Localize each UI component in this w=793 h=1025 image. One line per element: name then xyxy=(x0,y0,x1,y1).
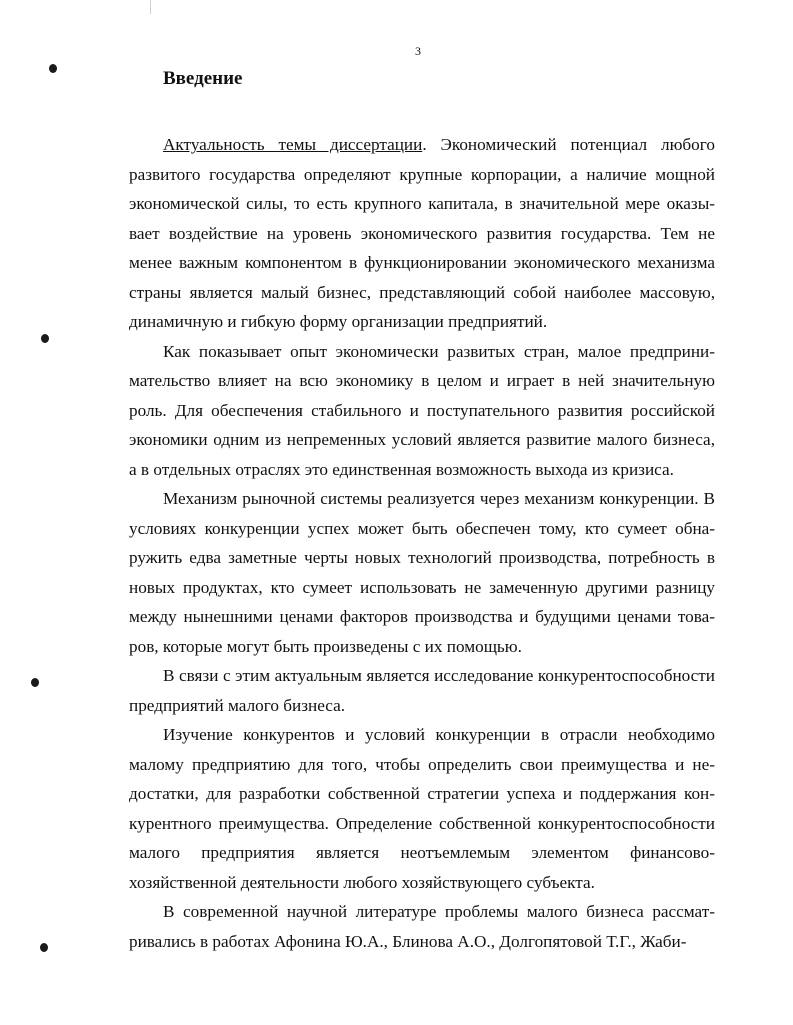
paragraph-text: . Экономический потенциал любого развитого государства определяют крупные корпорации, а наличие мощной экономической силы, то есть крупного капитала, в значительной мере оказывает воздействие на уровень экономического развития государства. Тем не менее важным компонентом в функционировании экономического механизма страны является малый бизнес, представляющий собой наиболее массовую, динамичную и гибкую форму организации предприятий. xyxy=(129,135,715,331)
paragraph: В современной научной литературе проблемы малого бизнеса рассматривались в работах Афонина Ю.А., Блинова А.О., Долгопятовой Т.Г., Жаби- xyxy=(129,902,715,951)
page-number: 3 xyxy=(415,44,421,58)
punch-hole-mark xyxy=(40,943,48,952)
scan-edge-mark xyxy=(150,0,151,14)
paragraph: Изучение конкурентов и условий конкуренции в отрасли необходимо малому предприятию для того, чтобы определить свои преимущества и недостатки, для разработки собственной стратегии успеха и поддержания конкурентного преимущества. Определение собственной конкурентоспособности малого предприятия является неотъемлемым элементом финансово-хозяйственной деятельности любого хозяйствующего субъекта. xyxy=(129,725,715,892)
paragraph: Механизм рыночной системы реализуется через механизм конкуренции. В условиях конкуренции успех может быть обеспечен тому, кто сумеет обнаружить едва заметные черты новых технологий производства, потребность в новых продуктах, кто сумеет использовать не замеченную другими разницу между нынешними ценами факторов производства и будущими ценами товаров, которые могут быть произведены с их помощью. xyxy=(129,489,715,656)
punch-hole-mark xyxy=(41,334,49,343)
paragraph: В связи с этим актуальным является исследование конкурентоспособности предприятий малого бизнеса. xyxy=(129,666,715,715)
paragraph: Как показывает опыт экономически развитых стран, малое предпринимательство влияет на всю экономику в целом и играет в ней значительную роль. Для обеспечения стабильного и поступательного развития российской экономики одним из непременных условий является развитие малого бизнеса, а в отдельных отраслях это единственная возможность выхода из кризиса. xyxy=(129,341,715,479)
topic-relevance-label: Актуальность темы диссертации xyxy=(163,135,423,154)
paragraph xyxy=(129,130,715,337)
section-heading: Введение xyxy=(163,68,243,89)
punch-hole-mark xyxy=(49,64,57,73)
body-text xyxy=(129,130,715,956)
punch-hole-mark xyxy=(31,678,39,687)
